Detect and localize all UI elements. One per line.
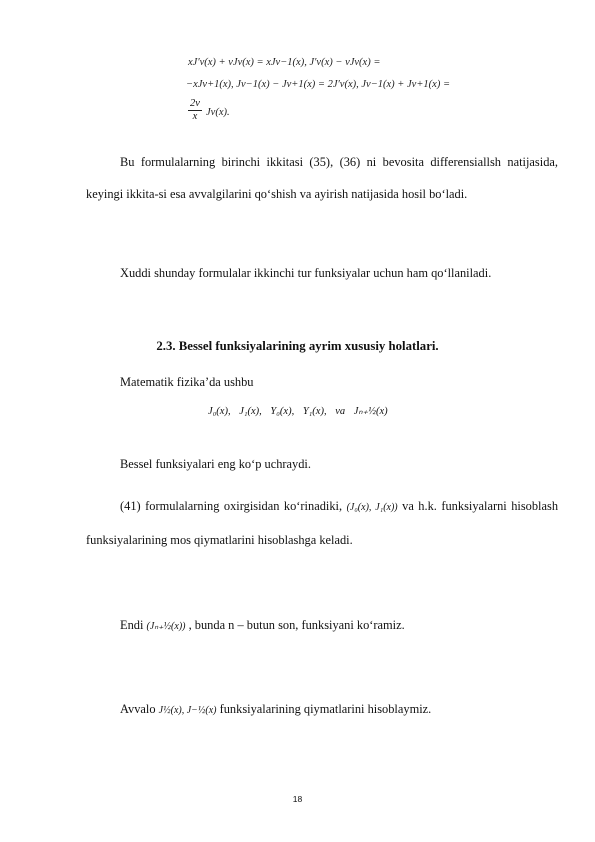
paragraph-5-start: (41) formulalarning oxirgisidan ko‘rinadiki, xyxy=(120,499,343,513)
paragraph-2: Xuddi shunday formulalar ikkinchi tur funksiyalar uchun ham qo‘llaniladi. xyxy=(120,266,492,280)
paragraph-3: Matematik fizika’da ushbu xyxy=(120,375,254,389)
paragraph-5-end: va h.k. funksiyalarni hisoblash funksiyalarining mos qiymatlarini hisoblashga keladi. xyxy=(86,499,559,547)
paragraph-7-start: Avvalo xyxy=(120,702,156,716)
functions-formula: J₀(x), J₁(x), Y₀(x), Y₁(x), va Jₙ₊½(x) xyxy=(208,406,388,417)
paragraph-4: Bessel funksiyalari eng ko‘p uchraydi. xyxy=(120,457,311,471)
paragraph-6-math: (Jₙ₊½(x)) xyxy=(146,621,186,632)
paragraph-1: Bu formulalarning birinchi ikkitasi (35), (36) ni bevosita differensiallsh natijasida, keyingi ikkita-si esa avvalgilarini qo‘shish va ayirish natijasida hosil bo‘ladi. xyxy=(86,155,558,201)
formula-line-2: −xJν+1(x), Jν−1(x) − Jν+1(x) = 2J′ν(x), Jν−1(x) + Jν+1(x) = xyxy=(186,79,451,90)
paragraph-6-start: Endi xyxy=(120,618,144,632)
fraction-denominator: x xyxy=(192,111,198,122)
page-number: 18 xyxy=(292,794,303,804)
paragraph-6-end: , bunda n – butun son, funksiyani ko‘ramiz. xyxy=(188,618,405,632)
fraction-numerator: 2ν xyxy=(190,98,200,109)
paragraph-7-end: funksiyalarining qiymatlarini hisoblaymiz. xyxy=(219,702,432,716)
paragraph-5 xyxy=(86,490,558,556)
paragraph-6 xyxy=(120,618,405,633)
formula-line-1: xJ′ν(x) + νJν(x) = xJν−1(x), J′ν(x) − νJν(x) = xyxy=(188,57,381,68)
formula-line-3-tail: Jν(x). xyxy=(206,107,230,118)
paragraph-5-math: (J₀(x), J₁(x)) xyxy=(346,502,398,513)
paragraph-7 xyxy=(120,702,431,717)
formula-fraction xyxy=(188,98,202,123)
section-heading: 2.3. Bessel funksiyalarining ayrim xususiy holatlari. xyxy=(156,339,439,353)
paragraph-7-math: J½(x), J−½(x) xyxy=(158,705,217,716)
